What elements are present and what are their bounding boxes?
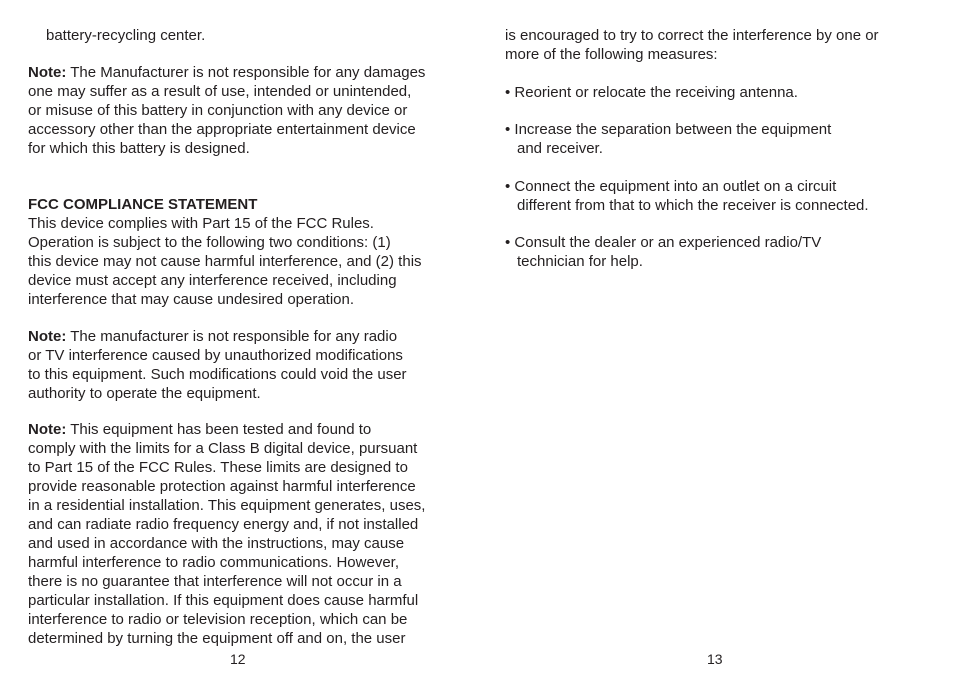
note-line: or misuse of this battery in conjunction with any device or bbox=[28, 102, 408, 119]
intro-line: is encouraged to try to correct the interference by one or bbox=[505, 27, 879, 44]
note-label: Note: bbox=[28, 64, 67, 81]
note-line: to this equipment. Such modifications could void the user bbox=[28, 366, 407, 383]
note-line: and can radiate radio frequency energy and, if not installed bbox=[28, 516, 419, 533]
note-line: harmful interference to radio communications. However, bbox=[28, 554, 400, 571]
note-line: particular installation. If this equipment does cause harmful bbox=[28, 592, 419, 609]
note-line: and used in accordance with the instructions, may cause bbox=[28, 535, 405, 552]
note-label: Note: bbox=[28, 328, 67, 345]
continued-text-line: battery-recycling center. bbox=[46, 27, 206, 44]
bullet-line: and receiver. bbox=[517, 140, 603, 157]
note-text: The Manufacturer is not responsible for any damages bbox=[66, 64, 426, 81]
note-label: Note: bbox=[28, 421, 67, 438]
note-line: interference to radio or television reception, which can be bbox=[28, 611, 408, 628]
note-line: provide reasonable protection against harmful interference bbox=[28, 478, 416, 495]
page-number: 13 bbox=[707, 651, 723, 667]
bullet-line: • Increase the separation between the equipment bbox=[505, 121, 832, 138]
bullet-line: technician for help. bbox=[517, 253, 643, 270]
note-line: to Part 15 of the FCC Rules. These limits are designed to bbox=[28, 459, 408, 476]
bullet-line: • Connect the equipment into an outlet on a circuit bbox=[505, 178, 837, 195]
fcc-line: device must accept any interference received, including bbox=[28, 272, 397, 289]
fcc-line: This device complies with Part 15 of the FCC Rules. bbox=[28, 215, 374, 232]
fcc-heading: FCC COMPLIANCE STATEMENT bbox=[28, 196, 258, 213]
fcc-line: Operation is subject to the following two conditions: (1) bbox=[28, 234, 391, 251]
note-line: in a residential installation. This equipment generates, uses, bbox=[28, 497, 426, 514]
bullet-line: • Consult the dealer or an experienced radio/TV bbox=[505, 234, 822, 251]
note-line: or TV interference caused by unauthorized modifications bbox=[28, 347, 403, 364]
fcc-line: interference that may cause undesired operation. bbox=[28, 291, 355, 308]
note-line: one may suffer as a result of use, intended or unintended, bbox=[28, 83, 412, 100]
note-line: determined by turning the equipment off and on, the user bbox=[28, 630, 406, 647]
note-line: for which this battery is designed. bbox=[28, 140, 250, 157]
note-line: authority to operate the equipment. bbox=[28, 385, 261, 402]
note-line: there is no guarantee that interference will not occur in a bbox=[28, 573, 402, 590]
bullet-line: • Reorient or relocate the receiving antenna. bbox=[505, 84, 798, 101]
note-line: comply with the limits for a Class B digital device, pursuant bbox=[28, 440, 418, 457]
note-line: accessory other than the appropriate entertainment device bbox=[28, 121, 416, 138]
note-text: This equipment has been tested and found to bbox=[66, 421, 372, 438]
fcc-line: this device may not cause harmful interference, and (2) this bbox=[28, 253, 422, 270]
page-number: 12 bbox=[230, 651, 246, 667]
intro-line: more of the following measures: bbox=[505, 46, 718, 63]
note-text: The manufacturer is not responsible for any radio bbox=[66, 328, 398, 345]
bullet-line: different from that to which the receiver is connected. bbox=[517, 197, 869, 214]
